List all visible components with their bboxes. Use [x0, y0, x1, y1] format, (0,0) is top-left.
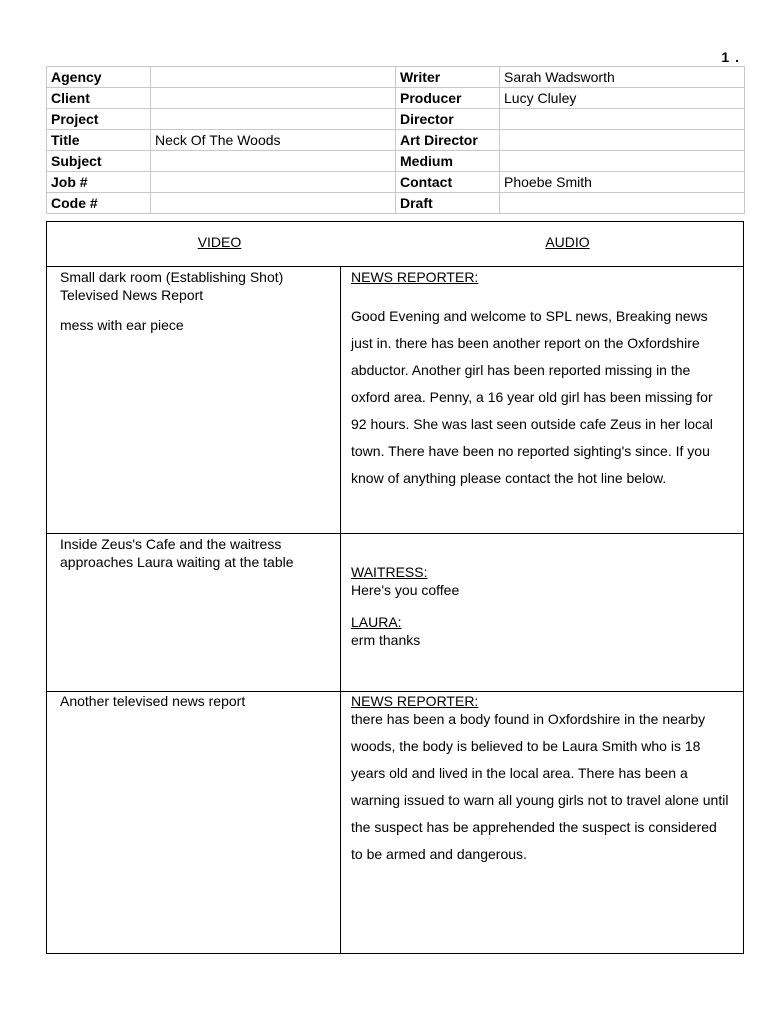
medium-label: Medium	[396, 151, 500, 172]
code-number-value	[151, 193, 396, 214]
script-table	[46, 221, 744, 954]
draft-value	[500, 193, 745, 214]
subject-label: Subject	[47, 151, 151, 172]
medium-value	[500, 151, 745, 172]
video-direction: Another televised news report	[60, 693, 246, 709]
writer-label: Writer	[396, 67, 500, 88]
video-direction: mess with ear piece	[60, 317, 184, 333]
producer-label: Producer	[396, 88, 500, 109]
table-row	[47, 172, 745, 193]
speaker-name: NEWS REPORTER:	[351, 269, 479, 285]
job-info-table	[46, 66, 745, 214]
video-column-header: VIDEO	[197, 234, 242, 250]
director-label: Director	[396, 109, 500, 130]
subject-value	[151, 151, 396, 172]
column-divider	[340, 267, 341, 953]
table-row	[47, 130, 745, 151]
page-number: 1 .	[721, 49, 740, 65]
contact-value: Phoebe Smith	[500, 172, 745, 193]
project-value	[151, 109, 396, 130]
agency-value	[151, 67, 396, 88]
dialogue-text: Good Evening and welcome to SPL news, Breaking news just in. there has been another report on the Oxfordshire abductor. Another girl has been reported missing in the oxford area. Penny, a 16 year old girl has been missing for 92 hours. She was last seen outside cafe Zeus in her local town. There have been no reported sighting's since. If you know of anything please contact the hot line below.	[351, 308, 713, 486]
job-number-value	[151, 172, 396, 193]
scene-3-video	[60, 692, 330, 710]
director-value	[500, 109, 745, 130]
scene-3-audio	[351, 692, 731, 868]
scene-2-audio	[351, 563, 731, 649]
video-direction: Inside Zeus's Cafe and the waitress approaches Laura waiting at the table	[60, 536, 294, 570]
scene-1-audio	[351, 268, 731, 492]
table-row	[47, 193, 745, 214]
title-label: Title	[47, 130, 151, 151]
code-number-label: Code #	[47, 193, 151, 214]
art-director-value	[500, 130, 745, 151]
speaker-name: WAITRESS:	[351, 564, 428, 580]
scene-1-video	[60, 268, 330, 334]
table-row	[47, 151, 745, 172]
writer-value: Sarah Wadsworth	[500, 67, 745, 88]
speaker-name: LAURA:	[351, 614, 402, 630]
client-value	[151, 88, 396, 109]
header-divider	[47, 266, 743, 267]
video-direction: Small dark room (Establishing Shot) Televised News Report	[60, 269, 284, 303]
contact-label: Contact	[396, 172, 500, 193]
client-label: Client	[47, 88, 151, 109]
audio-column-header: AUDIO	[545, 234, 590, 250]
scene-2-video	[60, 535, 330, 571]
dialogue-text: there has been a body found in Oxfordshire in the nearby woods, the body is believed to be Laura Smith who is 18 years old and lived in the local area. There has been a warning issued to warn all young girls not to travel alone until the suspect has be apprehended the suspect is considered to be armed and dangerous.	[351, 711, 729, 862]
table-row	[47, 67, 745, 88]
agency-label: Agency	[47, 67, 151, 88]
job-number-label: Job #	[47, 172, 151, 193]
table-row	[47, 109, 745, 130]
scene-divider	[47, 533, 743, 534]
producer-value: Lucy Cluley	[500, 88, 745, 109]
speaker-name: NEWS REPORTER:	[351, 693, 479, 709]
dialogue-text: Here's you coffee	[351, 582, 460, 598]
draft-label: Draft	[396, 193, 500, 214]
dialogue-text: erm thanks	[351, 632, 421, 648]
project-label: Project	[47, 109, 151, 130]
title-value: Neck Of The Woods	[151, 130, 396, 151]
art-director-label: Art Director	[396, 130, 500, 151]
table-row	[47, 88, 745, 109]
